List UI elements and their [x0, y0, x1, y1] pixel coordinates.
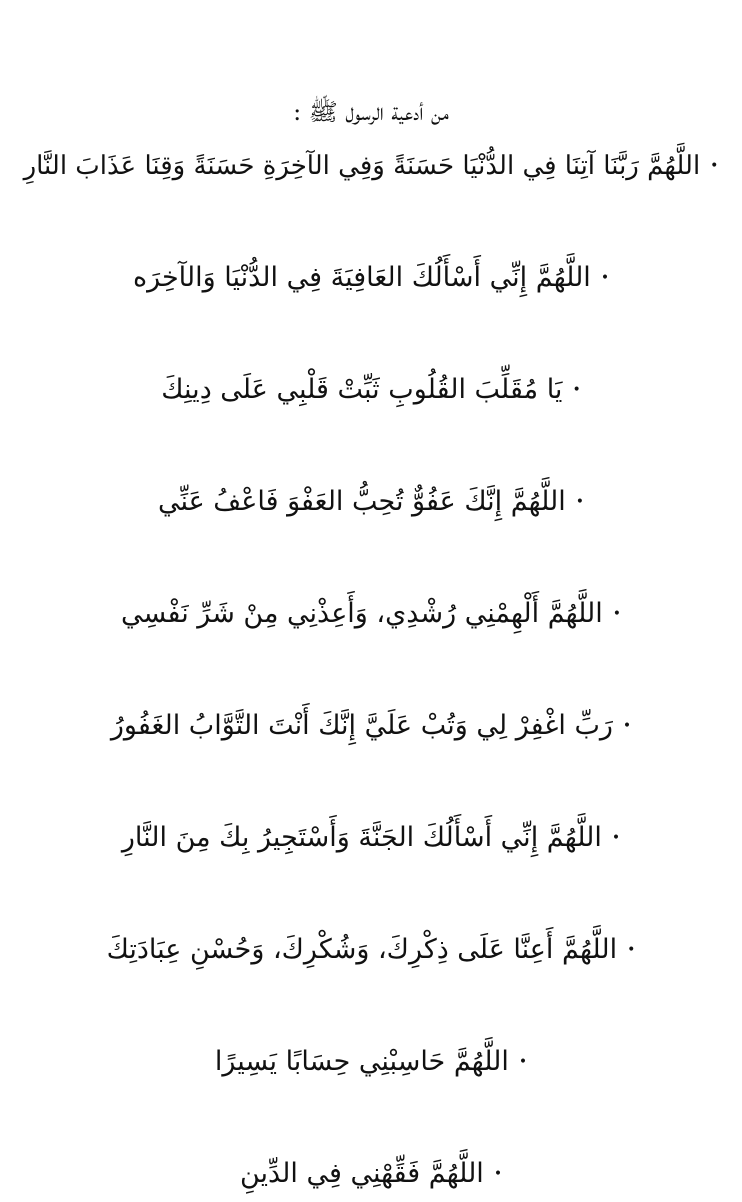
bullet-icon: •: [612, 606, 622, 622]
dua-text: اللَّهُمَّ إِنِّي أَسْأَلُكَ الجَنَّةَ وَأَسْتَجِيرُ بِكَ مِنَ النَّارِ: [121, 822, 602, 853]
bullet-icon: •: [627, 942, 636, 958]
bullet-icon: •: [575, 494, 585, 510]
bullet-icon: •: [611, 830, 621, 846]
list-item: [0, 586, 742, 642]
dua-text: اللَّهُمَّ أَلْهِمْنِي رُشْدِي، وَأَعِذْنِي مِنْ شَرِّ نَفْسِي: [120, 598, 603, 629]
list-item: [0, 250, 742, 306]
list-item: [0, 1146, 742, 1202]
page-heading: من أدعية الرسول ﷺ :: [293, 98, 449, 126]
dua-text: يَا مُقَلِّبَ القُلُوبِ ثَبِّتْ قَلْبِي عَلَى دِينِكَ: [161, 374, 563, 405]
dua-text: اللَّهُمَّ إِنِّي أَسْأَلُكَ العَافِيَةَ فِي الدُّنْيَا وَالآخِرَه: [132, 262, 591, 293]
dua-text: اللَّهُمَّ فَقِّهْنِي فِي الدِّينِ: [239, 1158, 484, 1189]
bullet-icon: •: [518, 1054, 528, 1070]
list-item: [0, 362, 742, 418]
list-item: [0, 138, 742, 194]
dua-text: رَبِّ اغْفِرْ لِي وَتُبْ عَلَيَّ إِنَّكَ أَنْتَ التَّوَّابُ الغَفُورُ: [110, 710, 613, 741]
bullet-icon: •: [622, 718, 632, 734]
dua-text: اللَّهُمَّ إِنَّكَ عَفُوٌّ تُحِبُّ العَفْوَ فَاعْفُ عَنِّي: [157, 486, 566, 517]
bullet-icon: •: [493, 1166, 503, 1182]
dua-text: اللَّهُمَّ حَاسِبْنِي حِسَابًا يَسِيرًا: [214, 1046, 509, 1077]
list-item: [0, 474, 742, 530]
list-item: [0, 698, 742, 754]
list-item: [0, 1034, 742, 1090]
bullet-icon: •: [600, 270, 610, 286]
list-item: [0, 810, 742, 866]
list-item: [0, 922, 742, 978]
bullet-icon: •: [572, 382, 581, 398]
dua-text: اللَّهُمَّ رَبَّنَا آتِنَا فِي الدُّنْيَا حَسَنَةً وَفِي الآخِرَةِ حَسَنَةً وَقِنَا عَذَابَ النَّارِ: [23, 151, 701, 181]
bullet-icon: •: [710, 158, 719, 174]
dua-text: اللَّهُمَّ أَعِنَّا عَلَى ذِكْرِكَ، وَشُكْرِكَ، وَحُسْنِ عِبَادَتِكَ: [106, 934, 618, 965]
